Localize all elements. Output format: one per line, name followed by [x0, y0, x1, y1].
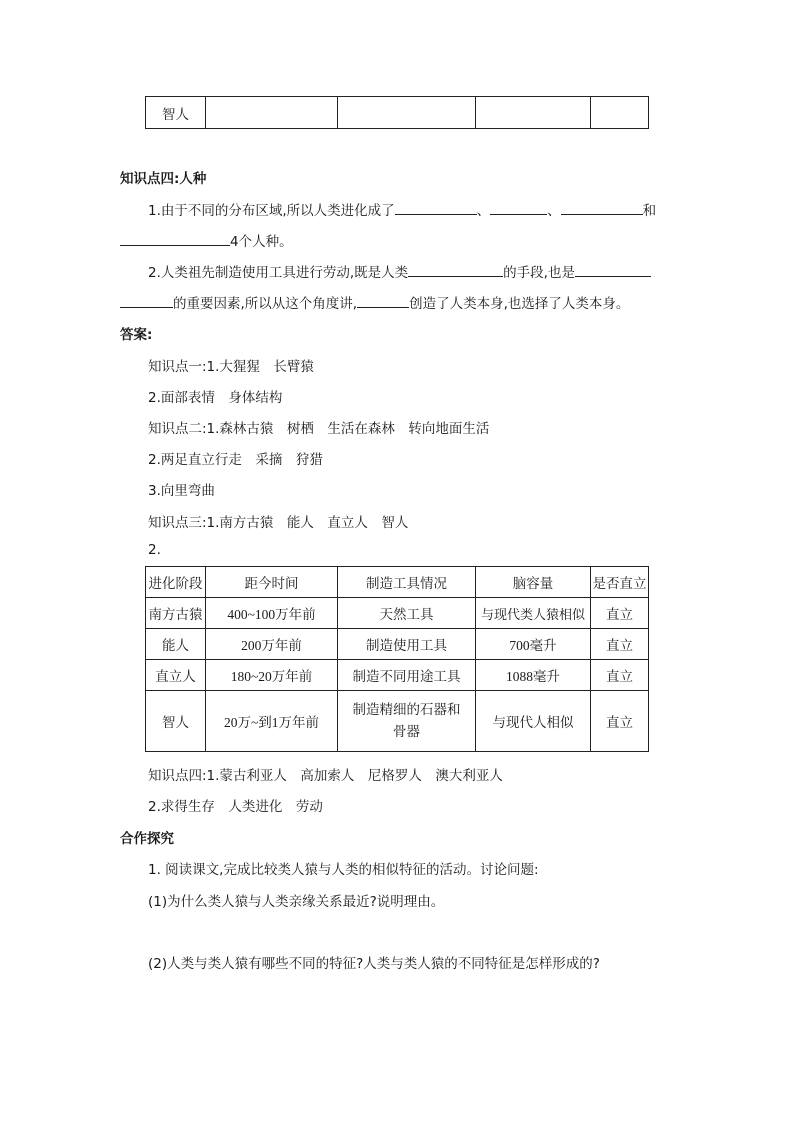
answers-heading: 答案:: [120, 327, 153, 343]
section4-q2-line1: [148, 261, 651, 281]
table-cell: 20万~到1万年前: [206, 691, 338, 752]
top-table-cell: [591, 97, 649, 129]
table-cell: 制造精细的石器和骨器: [338, 691, 476, 752]
answer-blank: [561, 200, 643, 215]
answer-line: 知识点二:1.森林古猿 树栖 生活在森林 转向地面生活: [148, 421, 490, 437]
table-cell: 智人: [146, 691, 206, 752]
cooperation-heading: 合作探究: [120, 831, 174, 847]
table-cell: 直立: [591, 691, 649, 752]
top-table-cell: [476, 97, 591, 129]
table-cell: 与现代类人猿相似: [476, 598, 591, 629]
q1-tail: 4个人种。: [230, 234, 293, 250]
q2-text: 创造了人类本身,也选择了人类本身。: [409, 296, 630, 312]
table-cell: 天然工具: [338, 598, 476, 629]
section4-q1-line2: [120, 230, 293, 250]
cooperation-q1-1: (1)为什么类人猿与人类亲缘关系最近?说明理由。: [148, 894, 445, 910]
table-row: [146, 660, 649, 691]
table-row: [146, 598, 649, 629]
answer-line: 2.面部表情 身体结构: [148, 390, 283, 406]
table-cell: 700毫升: [476, 629, 591, 660]
answer-blank: [120, 293, 173, 308]
evolution-table: [145, 566, 649, 752]
top-table-cell: [338, 97, 476, 129]
separator: 、: [547, 203, 561, 219]
table-cell: 制造使用工具: [338, 629, 476, 660]
table-row: [146, 691, 649, 752]
cooperation-q1: 1. 阅读课文,完成比较类人猿与人类的相似特征的活动。讨论问题:: [148, 862, 539, 878]
table-cell: 200万年前: [206, 629, 338, 660]
q2-text: 的手段,也是: [503, 265, 575, 281]
table-header-row: [146, 567, 649, 598]
answer-blank: [575, 262, 651, 277]
table-cell: 400~100万年前: [206, 598, 338, 629]
table-header: 制造工具情况: [338, 567, 476, 598]
cooperation-q1-2: (2)人类与类人猿有哪些不同的特征?人类与类人猿的不同特征是怎样形成的?: [148, 956, 600, 972]
answer-blank: [395, 200, 477, 215]
top-table-cell-label: 智人: [146, 97, 206, 129]
answer-line: 知识点四:1.蒙古利亚人 高加索人 尼格罗人 澳大利亚人: [148, 768, 503, 784]
answer-blank: [357, 293, 409, 308]
table-cell: 180~20万年前: [206, 660, 338, 691]
q2-text: 2.人类祖先制造使用工具进行劳动,既是人类: [148, 265, 409, 281]
table-header: 距今时间: [206, 567, 338, 598]
section4-q2-line2: [120, 292, 629, 312]
table-cell: 直立: [591, 629, 649, 660]
table-cell: 直立: [591, 660, 649, 691]
answer-line: 知识点三:1.南方古猿 能人 直立人 智人: [148, 515, 409, 531]
table-cell: 能人: [146, 629, 206, 660]
table-cell: 制造不同用途工具: [338, 660, 476, 691]
section4-heading: 知识点四:人种: [120, 171, 207, 187]
table-cell: 南方古猿: [146, 598, 206, 629]
table-cell: 直立: [591, 598, 649, 629]
table-cell: 与现代人相似: [476, 691, 591, 752]
answer-blank: [408, 262, 503, 277]
table-header: 进化阶段: [146, 567, 206, 598]
table-cell: 直立人: [146, 660, 206, 691]
separator: 、: [476, 203, 491, 219]
q1-text: 1.由于不同的分布区域,所以人类进化成了: [148, 203, 395, 219]
section4-q1-line1: [148, 199, 656, 219]
answer-line: 2.求得生存 人类进化 劳动: [148, 799, 323, 815]
q2-text: 的重要因素,所以从这个角度讲,: [173, 296, 358, 312]
table-cell: 1088毫升: [476, 660, 591, 691]
and-text: 和: [642, 203, 657, 219]
table-row: [146, 629, 649, 660]
table-header: 是否直立: [591, 567, 649, 598]
answer-blank: [120, 231, 230, 246]
top-table: [145, 96, 649, 129]
answer-line: 2.: [148, 542, 161, 558]
table-header: 脑容量: [476, 567, 591, 598]
answer-blank: [490, 200, 547, 215]
answer-line: 3.向里弯曲: [148, 483, 215, 499]
answer-line: 2.两足直立行走 采摘 狩猎: [148, 452, 323, 468]
top-table-cell: [206, 97, 338, 129]
answer-line: 知识点一:1.大猩猩 长臂猿: [148, 359, 314, 375]
